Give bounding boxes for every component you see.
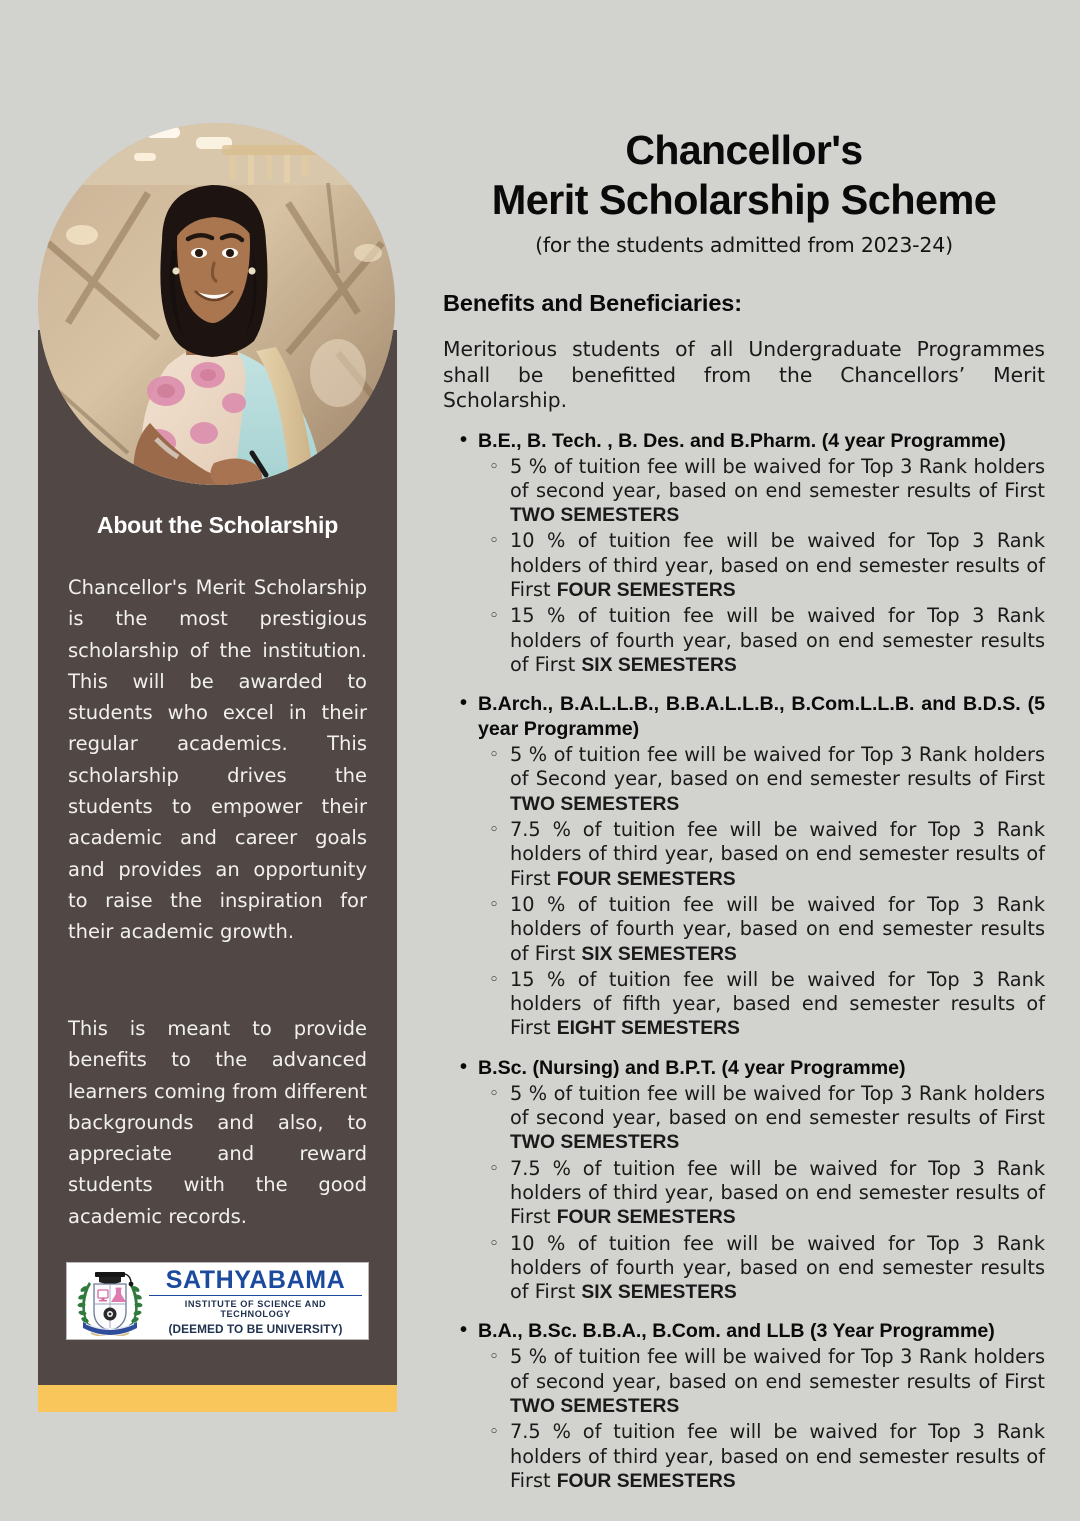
sidebar-accent-band — [38, 1385, 397, 1412]
program-benefit-item: ◦ 7.5 % of tuition fee will be waived for Top 3 Rank holders of third year, based on end semester results of First FOUR SEMESTERS — [443, 1420, 1045, 1494]
program-benefit-item: ◦ 10 % of tuition fee will be waived for Top 3 Rank holders of third year, based on end semester results of First FOUR SEMESTERS — [443, 529, 1045, 603]
program-heading: • B.A., B.Sc. B.B.A., B.Com. and LLB (3 Year Programme) — [443, 1319, 1045, 1344]
sathyabama-logo — [66, 1262, 369, 1340]
program-benefit-item: ◦ 10 % of tuition fee will be waived for Top 3 Rank holders of fourth year, based on end semester results of First SIX SEMESTERS — [443, 1232, 1045, 1306]
about-scholarship-title: About the Scholarship — [96, 512, 339, 538]
program-benefit-item: ◦ 5 % of tuition fee will be waived for Top 3 Rank holders of second year, based on end semester results of First TWO SEMESTERS — [443, 455, 1045, 529]
program-benefit-item: ◦ 7.5 % of tuition fee will be waived for Top 3 Rank holders of third year, based on end semester results of First FOUR SEMESTERS — [443, 818, 1045, 892]
title-block — [443, 0, 1045, 257]
page-title-line-1: Chancellor's — [625, 127, 863, 173]
program-benefit-item: ◦ 5 % of tuition fee will be waived for Top 3 Rank holders of second year, based on end semester results of First TWO SEMESTERS — [443, 1345, 1045, 1419]
program-heading: • B.Arch., B.A.L.L.B., B.B.A.L.L.B., B.Com.L.L.B. and B.D.S. (5 year Programme) — [443, 692, 1045, 742]
chancellor-portrait-photo — [38, 123, 395, 485]
page-subtitle: (for the students admitted from 2023-24) — [535, 233, 953, 257]
program-group — [443, 692, 1045, 1042]
logo-institute-subtitle: INSTITUTE OF SCIENCE AND TECHNOLOGY — [184, 1298, 327, 1319]
program-heading: • B.Sc. (Nursing) and B.P.T. (4 year Programme) — [443, 1056, 1045, 1081]
program-benefit-item: ◦ 15 % of tuition fee will be waived for Top 3 Rank holders of fifth year, based end semester results of First EIGHT SEMESTERS — [443, 968, 1045, 1042]
intro-paragraph: Meritorious students of all Undergraduate Programmes shall be benefitted from the Chancellors’ Merit Scholarship. — [443, 337, 1045, 412]
programs-list — [443, 429, 1045, 1495]
program-benefit-item: ◦ 5 % of tuition fee will be waived for Top 3 Rank holders of second year, based on end semester results of First TWO SEMESTERS — [443, 1082, 1045, 1156]
program-benefit-list — [443, 1345, 1045, 1494]
program-group — [443, 429, 1045, 679]
program-benefit-item: ◦ 15 % of tuition fee will be waived for Top 3 Rank holders of fourth year, based on end semester results of First SIX SEMESTERS — [443, 604, 1045, 678]
program-heading: • B.E., B. Tech. , B. Des. and B.Pharm. (4 year Programme) — [443, 429, 1045, 454]
about-paragraph-2: This is meant to provide benefits to the advanced learners coming from different backgrounds and also, to appreciate and reward students with the good academic records. — [68, 1017, 367, 1228]
logo-institute-name: SATHYABAMA — [149, 1267, 362, 1296]
about-paragraph-1: Chancellor's Merit Scholarship is the most prestigious scholarship of the institution. This will be awarded to students who excel in their regular academics. This scholarship drives the students to empower their academic and career goals and provides an opportunity to raise the inspiration for their academic growth. — [68, 576, 367, 944]
program-benefit-list — [443, 455, 1045, 679]
program-benefit-item: ◦ 10 % of tuition fee will be waived for Top 3 Rank holders of fourth year, based on end semester results of First SIX SEMESTERS — [443, 893, 1045, 967]
program-group — [443, 1319, 1045, 1494]
program-benefit-list — [443, 1082, 1045, 1306]
program-benefit-item: ◦ 5 % of tuition fee will be waived for Top 3 Rank holders of Second year, based on end semester results of First TWO SEMESTERS — [443, 743, 1045, 817]
sathyabama-crest-icon — [73, 1266, 147, 1336]
main-content — [443, 0, 1045, 1521]
program-benefit-item: ◦ 7.5 % of tuition fee will be waived for Top 3 Rank holders of third year, based on end semester results of First FOUR SEMESTERS — [443, 1157, 1045, 1231]
logo-deemed-university-line: (DEEMED TO BE UNIVERSITY) — [168, 1321, 343, 1336]
page-title-line-2: Merit Scholarship Scheme — [491, 176, 997, 223]
program-benefit-list — [443, 743, 1045, 1042]
benefits-section-heading: Benefits and Beneficiaries: — [443, 290, 742, 316]
program-group — [443, 1056, 1045, 1306]
